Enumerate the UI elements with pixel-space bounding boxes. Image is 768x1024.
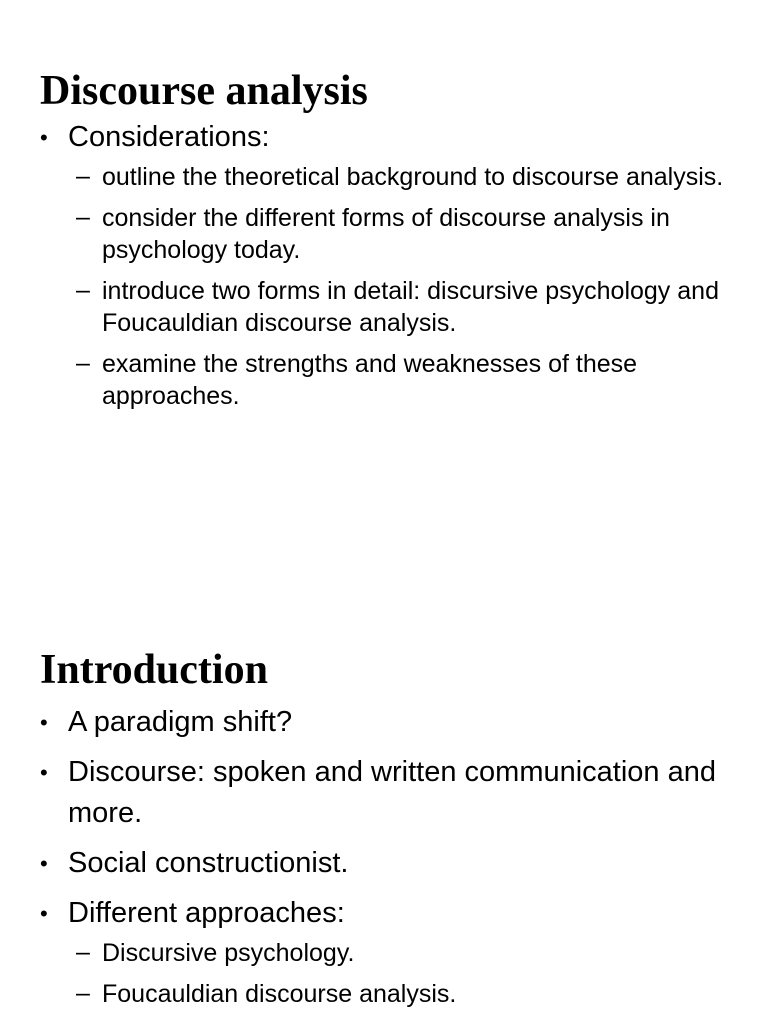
sub-bullet-item bbox=[40, 348, 728, 412]
bullet-text: Considerations: bbox=[68, 121, 270, 153]
bullet-item bbox=[40, 893, 728, 1010]
dash-icon: – bbox=[76, 938, 90, 966]
bullet-text: A paradigm shift? bbox=[68, 706, 293, 738]
slide-title: Introduction bbox=[40, 647, 268, 693]
sub-bullet-text: introduce two forms in detail: discursive psychology and Foucauldian discourse analysis. bbox=[102, 277, 719, 337]
sub-bullet-item bbox=[40, 937, 728, 969]
sub-bullet-text: Foucauldian discourse analysis. bbox=[102, 980, 457, 1008]
dash-icon: – bbox=[76, 203, 90, 231]
sub-bullet-item bbox=[40, 275, 728, 339]
sub-bullet-text: Discursive psychology. bbox=[102, 939, 355, 967]
bullet-icon: • bbox=[40, 901, 48, 926]
dash-icon: – bbox=[76, 162, 90, 190]
bullet-icon: • bbox=[40, 851, 48, 876]
dash-icon: – bbox=[76, 276, 90, 304]
bullet-item bbox=[40, 752, 728, 834]
dash-icon: – bbox=[76, 979, 90, 1007]
sub-bullet-item bbox=[40, 161, 728, 193]
bullet-icon: • bbox=[40, 760, 48, 785]
bullet-list bbox=[40, 702, 728, 1019]
bullet-item bbox=[40, 843, 728, 884]
sub-bullet-text: examine the strengths and weaknesses of these approaches. bbox=[102, 350, 638, 410]
sub-bullet-item bbox=[40, 202, 728, 266]
slide-title: Discourse analysis bbox=[40, 68, 368, 114]
sub-bullet-text: consider the different forms of discourse analysis in psychology today. bbox=[102, 204, 670, 264]
sub-bullet-text: outline the theoretical background to discourse analysis. bbox=[102, 163, 724, 191]
bullet-icon: • bbox=[40, 710, 48, 735]
bullet-text: Discourse: spoken and written communication and more. bbox=[68, 756, 716, 829]
bullet-text: Social constructionist. bbox=[68, 847, 349, 879]
bullet-text: Different approaches: bbox=[68, 897, 345, 929]
bullet-item bbox=[40, 702, 728, 743]
sub-bullet-list bbox=[40, 937, 728, 1010]
sub-bullet-list bbox=[40, 161, 728, 412]
sub-bullet-item bbox=[40, 978, 728, 1010]
bullet-icon: • bbox=[40, 125, 48, 150]
bullet-item bbox=[40, 117, 728, 412]
bullet-list bbox=[40, 117, 728, 421]
slide-introduction bbox=[0, 512, 768, 1024]
dash-icon: – bbox=[76, 349, 90, 377]
